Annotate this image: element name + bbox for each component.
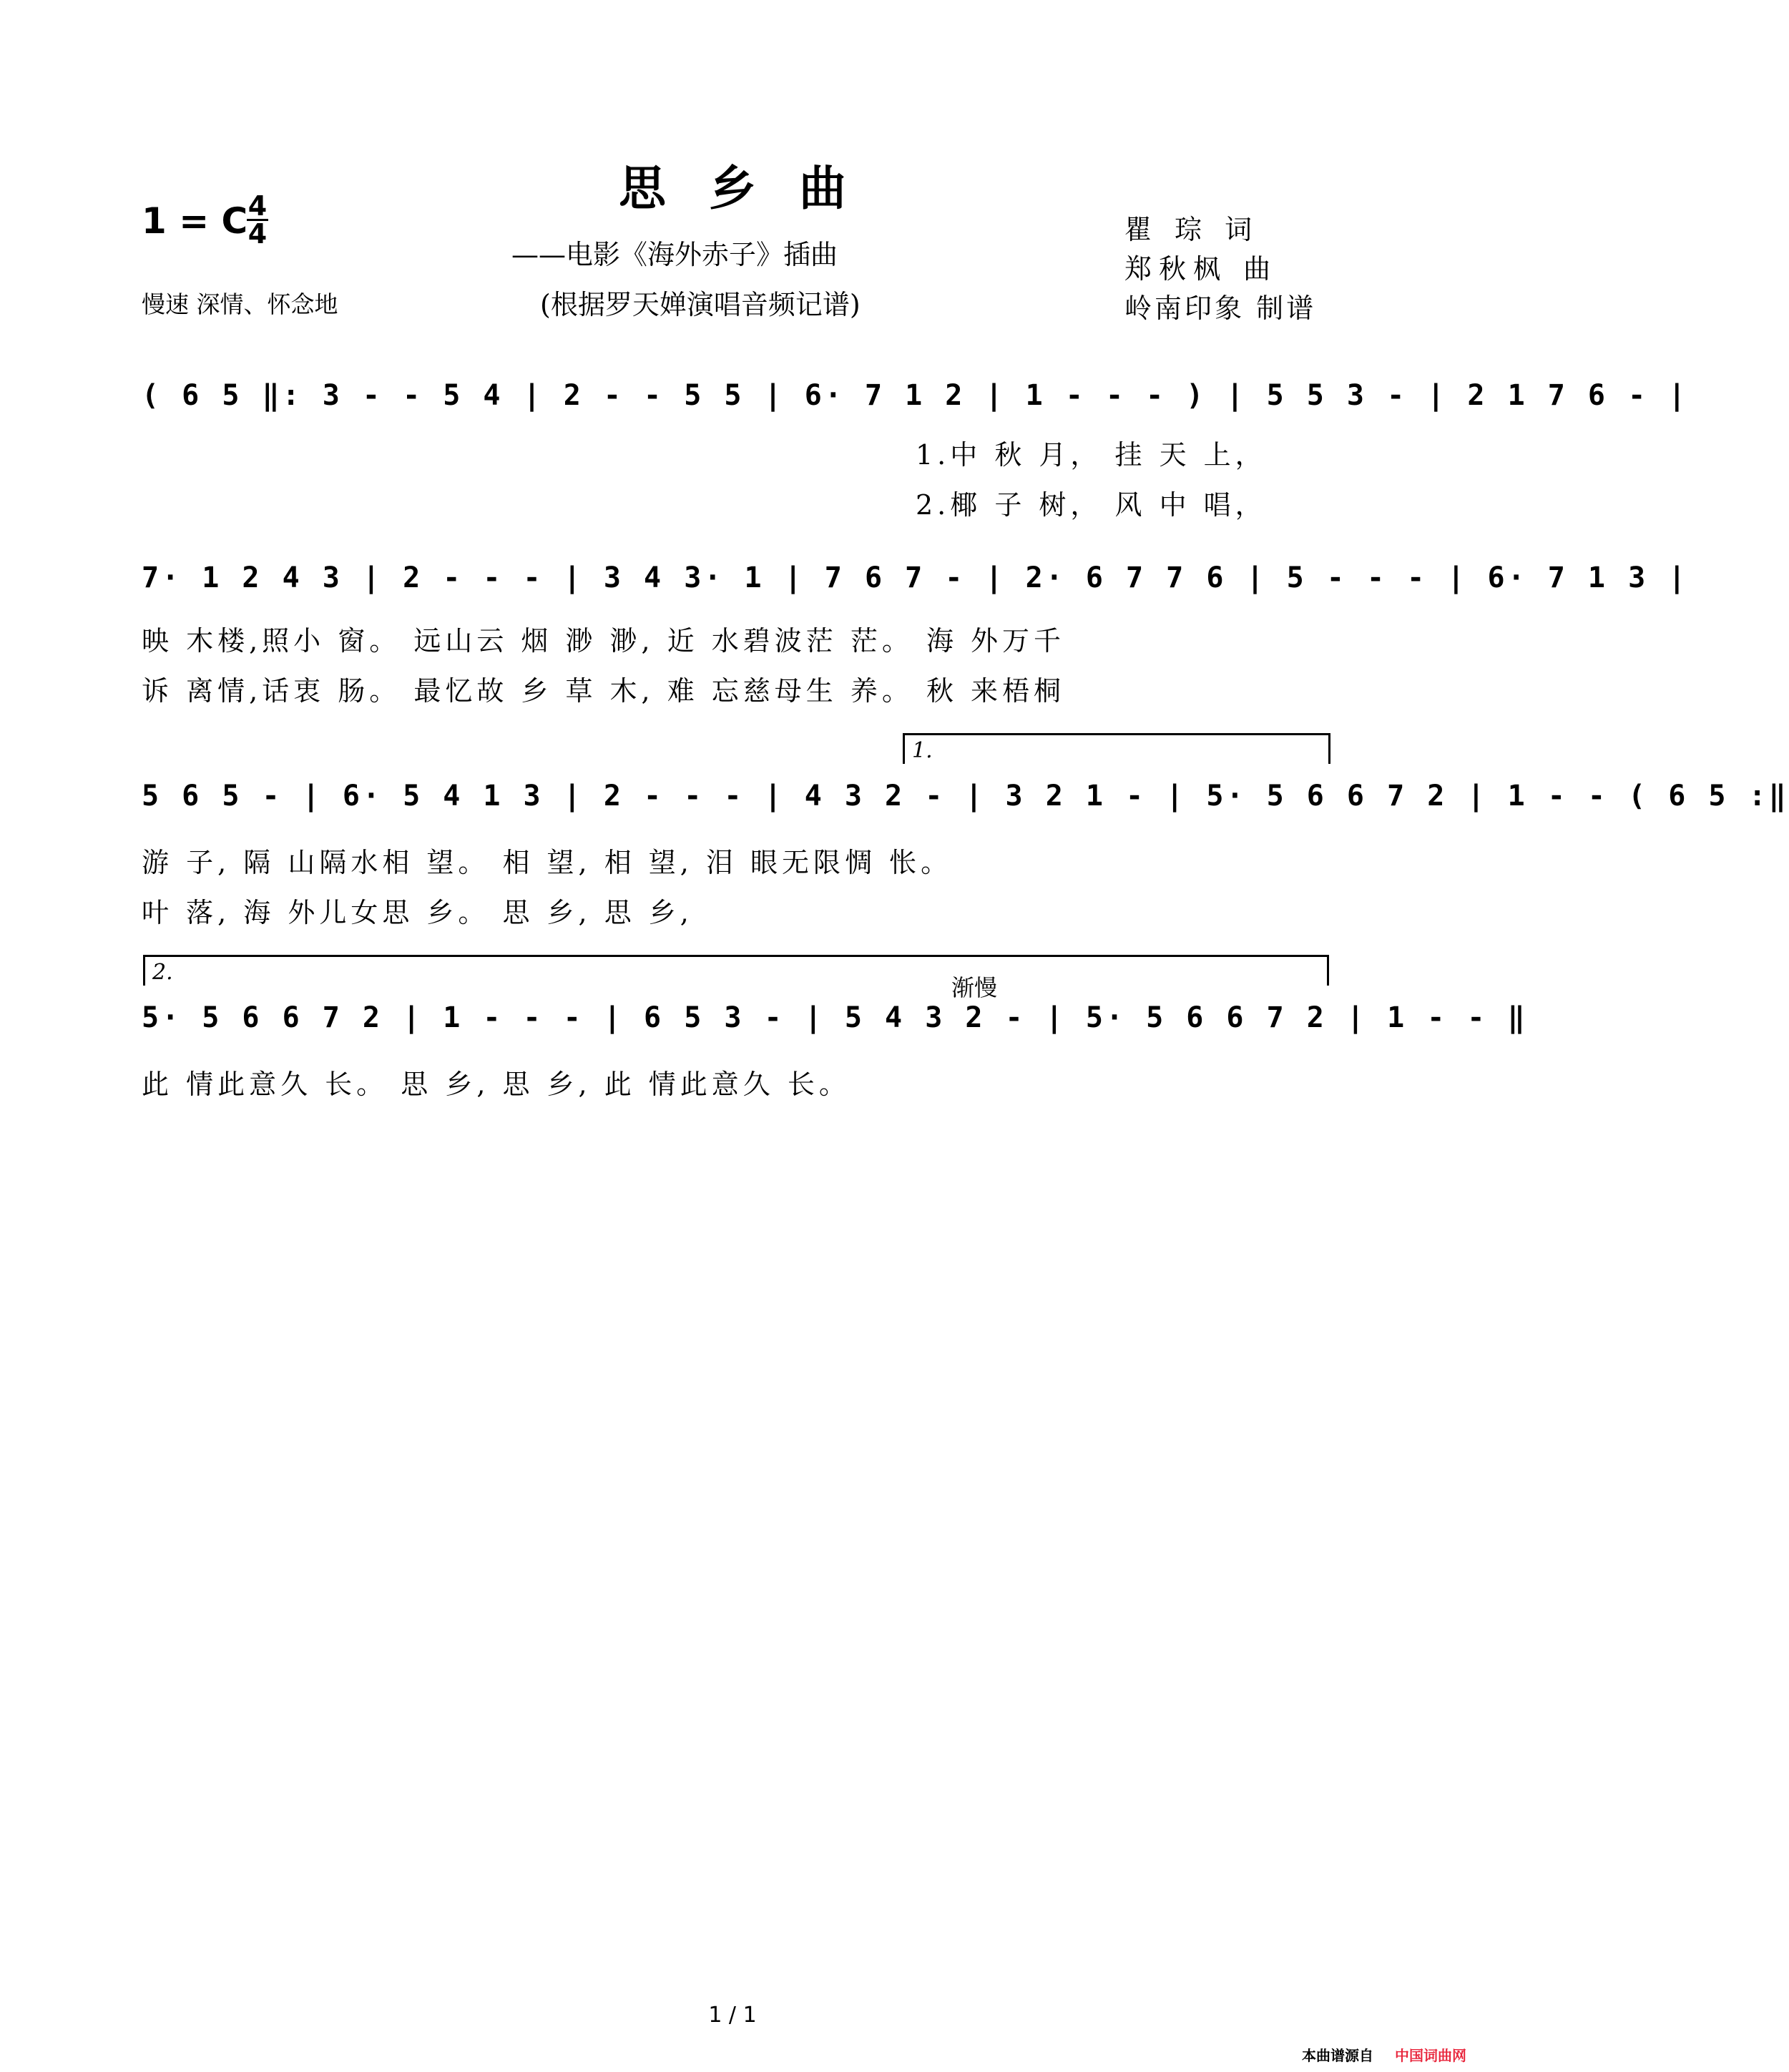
volta-label-1: 1. <box>912 738 933 763</box>
subtitle: ——电影《海外赤子》插曲 <box>511 239 838 270</box>
tempo-marking: 慢速 深情、怀念地 <box>142 290 338 318</box>
volta-label-2: 2. <box>152 960 173 985</box>
lyric-line-4-verse-1: 此 情此意久 长。 思 乡, 思 乡, 此 情此意久 长。 <box>142 1069 851 1100</box>
lyricist-credit: 瞿 琮 词 <box>1124 214 1260 245</box>
page-number: 1 / 1 <box>708 2003 757 2028</box>
notation-line-3: 5 6 5 - | 6· 5 4 1 3 | 2 - - - | 4 3 2 - | 3 2 1 - | 5· 5 6 6 7 2 | 1 - - ( 6 5 :‖ <box>142 780 1789 812</box>
transcriber-credit: 岭南印象 制谱 <box>1124 293 1317 324</box>
notation-line-2: 7· 1 2 4 3 | 2 - - - | 3 4 3· 1 | 7 6 7 - | 2· 6 7 7 6 | 5 - - - | 6· 7 1 3 | <box>142 561 1689 594</box>
notation-line-1: ( 6 5 ‖: 3 - - 5 4 | 2 - - 5 5 | 6· 7 1 2 | 1 - - - ) | 5 5 3 - | 2 1 7 6 - | <box>142 379 1689 412</box>
time-denominator: 4 <box>247 218 268 250</box>
volta-bracket-1 <box>903 733 1330 764</box>
key-signature: 1 = C <box>142 200 248 242</box>
watermark-source: 本曲谱源自 <box>1302 2047 1373 2064</box>
lyric-line-3-verse-1: 游 子, 隔 山隔水相 望。 相 望, 相 望, 泪 眼无限惆 怅。 <box>142 847 953 878</box>
time-numerator: 4 <box>247 190 268 222</box>
time-signature <box>247 190 268 250</box>
volta-bracket-2 <box>143 955 1329 986</box>
lyric-line-2-verse-1: 映 木楼,照小 窗。 远山云 烟 渺 渺, 近 水碧波茫 茫。 海 外万千 <box>142 625 1066 657</box>
tempo-change-marking: 渐慢 <box>951 974 998 1001</box>
composer-credit: 郑秋枫 曲 <box>1124 253 1278 285</box>
notation-line-4: 5· 5 6 6 7 2 | 1 - - - | 6 5 3 - | 5 4 3 2 - | 5· 5 6 6 7 2 | 1 - - ‖ <box>142 1001 1528 1034</box>
song-title: 思乡曲 <box>619 160 889 216</box>
lyric-line-1-verse-2: 2.椰 子 树， 风 中 唱， <box>916 489 1267 521</box>
lyric-line-1-verse-1: 1.中 秋 月， 挂 天 上， <box>916 439 1267 471</box>
lyric-line-3-verse-2: 叶 落, 海 外儿女思 乡。 思 乡, 思 乡, <box>142 897 693 928</box>
lyric-line-2-verse-2: 诉 离情,话衷 肠。 最忆故 乡 草 木, 难 忘慈母生 养。 秋 来梧桐 <box>142 675 1066 707</box>
source-note: (根据罗天婵演唱音频记谱) <box>540 289 861 320</box>
watermark-site: 中国词曲网 <box>1395 2047 1466 2064</box>
